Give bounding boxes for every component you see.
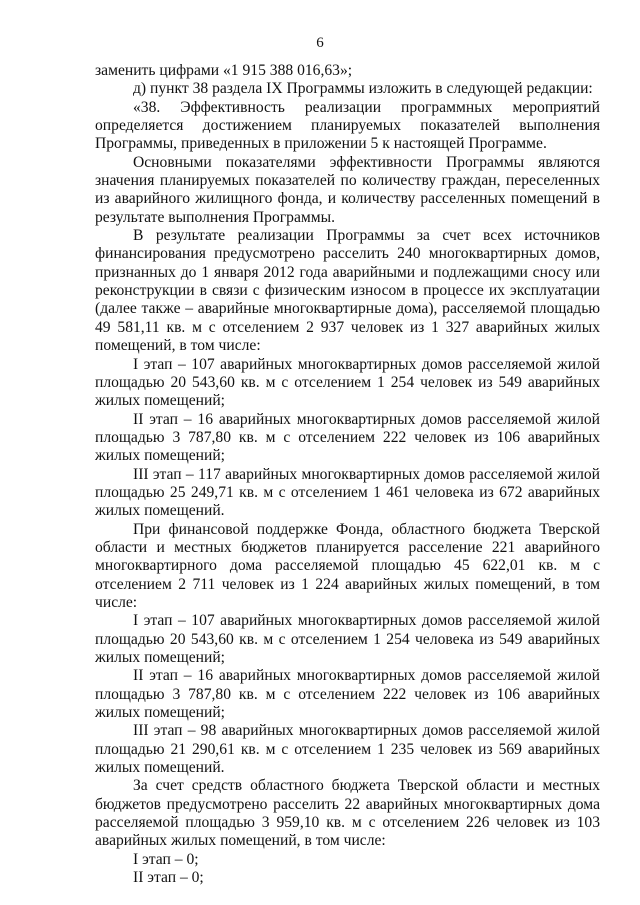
paragraph-stage-1-regional: I этап – 0; (133, 850, 199, 868)
paragraph-stage-2-regional: II этап – 0; (133, 869, 204, 887)
paragraph-all-sources: В результате реализации Программы за счет всех источников финансирования предусмотрено расселить 240 многоквартирных домов, признанных до 1 января 2012 года аварийными и подлежащими сносу или реконструкции в связи с физическим износом в процессе их эксплуатации (далее также – аварийные многоквартирные дома), расселяемой площадью 49 581,11 кв. м с отселением 2 937 человек из 1 327 аварийных жилых помещений, в том числе: (95, 227, 600, 355)
document-body (95, 62, 600, 887)
paragraph-stage-1-fund: I этап – 107 аварийных многоквартирных домов расселяемой жилой площадью 20 543,60 кв. м с отселением 1 254 человека из 549 аварийных жилых помещений; (95, 612, 600, 666)
paragraph-item-d: д) пункт 38 раздела IX Программы изложить в следующей редакции: (133, 80, 593, 98)
paragraph-fund-support: При финансовой поддержке Фонда, областного бюджета Тверской области и местных бюджетов планируется расселение 221 аварийного многоквартирного дома расселяемой площадью 45 622,01 кв. м с отселением 2 711 человек из 1 224 аварийных жилых помещений, в том числе: (95, 520, 600, 611)
paragraph-stage-3-fund: III этап – 98 аварийных многоквартирных домов расселяемой жилой площадью 21 290,61 кв. м с отселением 1 235 человек из 569 аварийных жилых помещений. (95, 722, 600, 777)
paragraph-stage-3-total: III этап – 117 аварийных многоквартирных домов расселяемой жилой площадью 25 249,71 кв. м с отселением 1 461 человека из 672 аварийных жилых помещений. (95, 465, 600, 520)
paragraph-regional-budget: За счет средств областного бюджета Тверской области и местных бюджетов предусмотрено расселить 22 аварийных многоквартирных дома расселяемой площадью 3 959,10 кв. м с отселением 226 человек из 103 аварийных жилых помещений, в том числе: (95, 777, 600, 850)
paragraph-stage-2-fund: II этап – 16 аварийных многоквартирных домов расселяемой жилой площадью 3 787,80 кв. м с отселением 222 человек из 106 аварийных жилых помещений; (95, 667, 600, 722)
paragraph-stage-1-total: I этап – 107 аварийных многоквартирных домов расселяемой жилой площадью 20 543,60 кв. м с отселением 1 254 человек из 549 аварийных жилых помещений; (95, 355, 600, 410)
paragraph-main-indicators: Основными показателями эффективности Программы являются значения планируемых показателей по количеству граждан, переселенных из аварийного жилищного фонда, и количеству расселенных помещений в результате выполнения Программы. (95, 153, 600, 226)
page-number: 6 (316, 35, 324, 51)
paragraph-stage-2-total: II этап – 16 аварийных многоквартирных домов расселяемой жилой площадью 3 787,80 кв. м с отселением 222 человек из 106 аварийных жилых помещений; (95, 410, 600, 465)
paragraph-replace-figures: заменить цифрами «1 915 388 016,63»; (95, 62, 353, 79)
paragraph-point-38: «38. Эффективность реализации программных мероприятий определяется достижением планируемых показателей выполнения Программы, приведенных в приложении 5 к настоящей Программе. (95, 98, 600, 153)
